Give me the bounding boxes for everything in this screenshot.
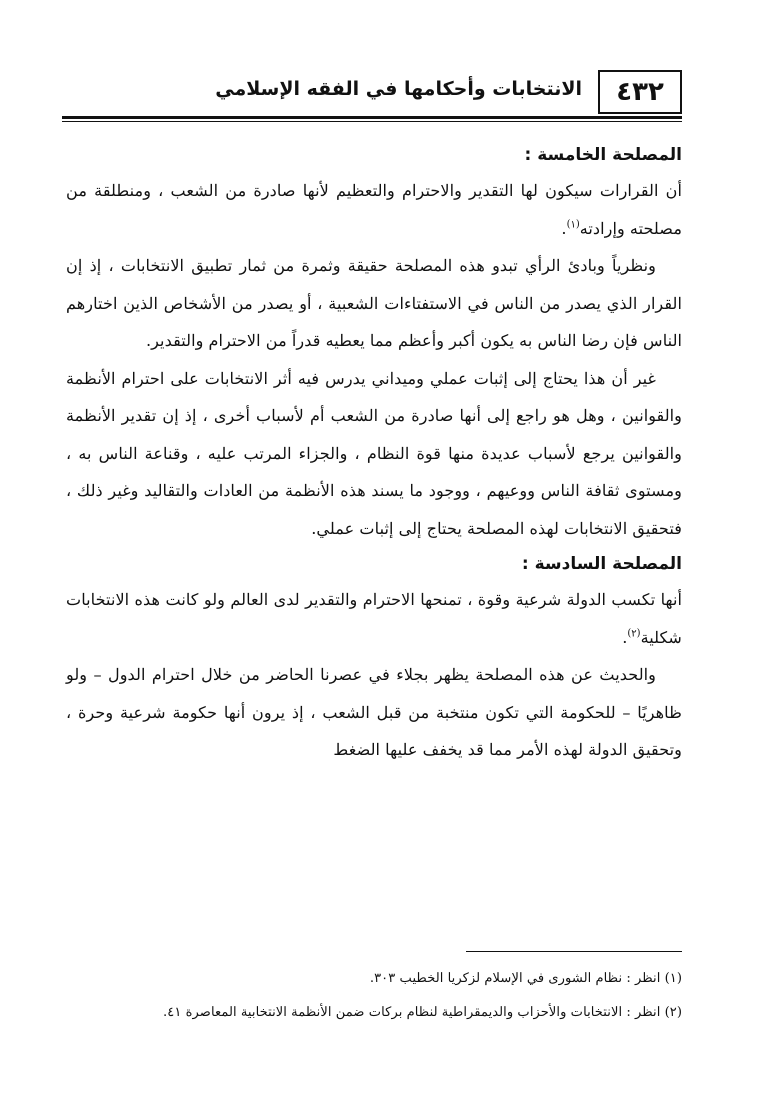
footnote-separator <box>466 951 682 952</box>
header-rule-thin <box>62 121 682 122</box>
paragraph: أنها تكسب الدولة شرعية وقوة ، تمنحها الاحترام والتقدير لدى العالم ولو كانت هذه الانتخابات شكلية( $^٢$ ). <box>66 581 682 656</box>
header-rule-thick <box>62 116 682 119</box>
footnote-ref-1[interactable]: ( $^١$ ) <box>567 219 580 230</box>
paragraph: أن القرارات سيكون لها التقدير والاحترام والتعظيم لأنها صادرة من الشعب ، ومنطلقة من مصلحته وإرادته( $^١$ ). <box>66 172 682 247</box>
footnote-1: ( ١ ) انظر : نظام الشورى في الإسلام لزكريا الخطيب ٣٠٣. <box>40 962 682 996</box>
paragraph: والحديث عن هذه المصلحة يظهر بجلاء في عصرنا الحاضر من خلال احترام الدول – ولو ظاهريًا – للحكومة التي تكون منتخبة من قبل الشعب ، إذ يرون أنها حكومة شرعية وحرة ، وتحقيق الدولة لهذه الأمر مما قد يخفف عليها الضغط <box>66 665 682 759</box>
main-text <box>66 138 682 769</box>
running-title: الانتخابات وأحكامها في الفقه الإسلامي <box>215 78 582 100</box>
paragraph: غير أن هذا يحتاج إلى إثبات عملي وميداني يدرس فيه أثر الانتخابات على احترام الأنظمة والقوانين ، وهل هو راجع إلى أنها صادرة من الشعب أم لأسباب أخرى ، إذ إن تقدير الأنظمة والقوانين يرجع لأسباب عديدة منها قوة النظام ، والجزاء المرتب عليه ، وقناعة الناس به ، ومستوى ثقافة الناس ووعيهم ، ووجود ما يسند هذه الأنظمة من العادات والتقاليد وغير ذلك ، فتحقيق الانتخابات لهذه المصلحة يحتاج إلى إثبات عملي. <box>66 368 683 538</box>
paragraph: ونظرياً وبادئ الرأي تبدو هذه المصلحة حقيقة وثمرة من ثمار تطبيق الانتخابات ، إذ إن القرار الذي يصدر من الناس في الاستفتاءات الشعبية ، أو يصدر من الأشخاص الذين اختارهم الناس فإن رضا الناس به يكون أكبر وأعظم مما يعطيه قدراً من الاحترام والتقدير. <box>66 256 682 350</box>
footnotes <box>40 962 682 1030</box>
footnote-2: ( ٢ ) انظر : الانتخابات والأحزاب والديمقراطية لنظام بركات ضمن الأنظمة الانتخابية المعاصرة ٤١. <box>40 996 682 1030</box>
page-header <box>62 66 682 118</box>
page-number: ٤٣٢ <box>598 70 682 114</box>
section-heading-5: المصلحة الخامسة : <box>524 145 682 165</box>
section-heading-6: المصلحة السادسة : <box>521 554 682 574</box>
footnote-ref-2[interactable]: ( $^٢$ ) <box>627 628 640 639</box>
